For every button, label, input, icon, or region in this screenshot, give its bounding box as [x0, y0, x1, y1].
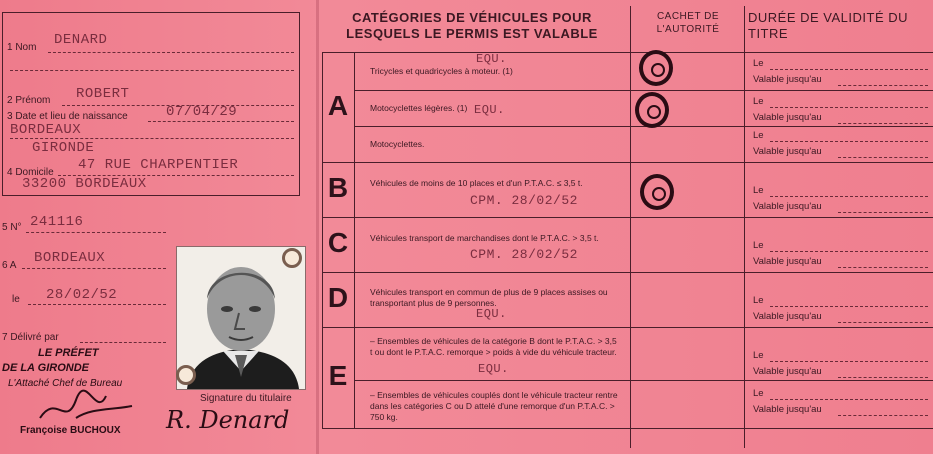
category-c-stamp: CPM. 28/02/52 [470, 247, 578, 262]
prenom-value: ROBERT [76, 86, 130, 102]
domicile-rue: 47 RUE CHARPENTIER [78, 157, 239, 173]
dotted-line [770, 361, 928, 362]
row-divider [354, 90, 933, 91]
validity-until-label: Valable jusqu'au [753, 74, 822, 85]
dotted-line [48, 52, 294, 53]
dotted-line [10, 138, 294, 139]
dotted-line [838, 212, 928, 213]
letter-column-divider [354, 52, 355, 428]
authority-stamp-b [640, 174, 674, 210]
validity-from-label: Le [753, 350, 764, 361]
prefect-title: LE PRÉFET [38, 347, 99, 359]
dotted-line [770, 107, 928, 108]
dotted-line [770, 196, 928, 197]
delivre-label: 7 Délivré par [2, 332, 59, 343]
dotted-line [838, 377, 928, 378]
domicile-ville: 33200 BORDEAUX [22, 176, 147, 192]
dotted-line [838, 157, 928, 158]
dotted-line [26, 232, 166, 233]
validity-until-label: Valable jusqu'au [753, 201, 822, 212]
table-bottom-border [322, 428, 933, 429]
authority-stamp-a2 [635, 92, 669, 128]
validity-from-label: Le [753, 295, 764, 306]
category-a2-text: Motocyclettes légères. (1) [370, 103, 468, 113]
prefect-officer: L'Attaché Chef de Bureau [8, 378, 123, 389]
category-a1-stamp: EQU. [476, 52, 507, 66]
eyelet-bottom [176, 365, 196, 385]
dotted-line [28, 304, 166, 305]
duree-header: DURÉE DE VALIDITÉ DU TITRE [748, 10, 909, 41]
validity-from-label: Le [753, 130, 764, 141]
validity-until-label: Valable jusqu'au [753, 256, 822, 267]
dotted-line [770, 141, 928, 142]
dotted-line [838, 415, 928, 416]
validity-until-label: Valable jusqu'au [753, 366, 822, 377]
category-e2-text: – Ensembles de véhicules couplés dont le véhicule tracteur rentre dans les catégories C ou D attelé d'une remorque d'un P.T.A.C. > 750 kg. [370, 390, 618, 422]
column-divider [630, 6, 631, 448]
lieu-label: 6 A [2, 260, 17, 271]
authority-stamp-a1 [639, 50, 673, 86]
dotted-line [770, 251, 928, 252]
eyelet-top [282, 248, 302, 268]
dotted-line [80, 342, 166, 343]
signature-label: Signature du titulaire [200, 393, 292, 404]
date-value: 28/02/52 [46, 287, 118, 303]
category-letter-a: A [327, 90, 349, 121]
dotted-line [770, 69, 928, 70]
naissance-dept: GIRONDE [32, 140, 95, 156]
dotted-line [838, 267, 928, 268]
nom-value: DENARD [54, 32, 108, 48]
dotted-line [838, 85, 928, 86]
validity-until-label: Valable jusqu'au [753, 311, 822, 322]
row-divider [322, 272, 933, 273]
validity-from-label: Le [753, 185, 764, 196]
category-letter-e: E [328, 360, 348, 391]
fold-line [316, 0, 319, 454]
dotted-line [838, 123, 928, 124]
validity-from-label: Le [753, 58, 764, 69]
category-b-stamp: CPM. 28/02/52 [470, 193, 578, 208]
dotted-line [838, 322, 928, 323]
prefect-signature-scribble [36, 388, 136, 428]
dotted-line [770, 306, 928, 307]
category-e1-text: – Ensembles de véhicules de la catégorie B dont le P.T.A.C. > 3,5 t ou dont le P.T.A.C. remorque > poids à vide du véhicule tracteur. [370, 336, 617, 357]
category-a1-text: Tricycles et quadricycles à moteur. (1) [370, 66, 513, 76]
validity-until-label: Valable jusqu'au [753, 146, 822, 157]
naissance-date: 07/04/29 [166, 104, 238, 120]
categories-header: CATÉGORIES DE VÉHICULES POUR LESQUELS LE PERMIS EST VALABLE [346, 10, 598, 41]
category-a3-text: Motocyclettes. [370, 139, 425, 149]
category-d-stamp: EQU. [476, 307, 507, 321]
cachet-header: CACHET DE L'AUTORITÉ [656, 11, 720, 35]
prefect-name: Françoise BUCHOUX [20, 425, 121, 436]
category-letter-d: D [327, 282, 349, 313]
table-top-border [322, 52, 933, 53]
nom-label: 1 Nom [7, 42, 37, 53]
row-divider [322, 217, 933, 218]
category-letter-c: C [327, 227, 349, 258]
row-divider [354, 380, 933, 381]
validity-until-label: Valable jusqu'au [753, 112, 822, 123]
category-c-text: Véhicules transport de marchandises dont le P.T.A.C. > 3,5 t. [370, 233, 599, 243]
validity-from-label: Le [753, 240, 764, 251]
validity-until-label: Valable jusqu'au [753, 404, 822, 415]
date-label: le [12, 294, 20, 305]
prenom-label: 2 Prénom [7, 95, 51, 106]
lieu-value: BORDEAUX [34, 250, 106, 266]
category-a2-stamp: EQU. [474, 103, 505, 117]
holder-photo [176, 246, 306, 390]
domicile-label: 4 Domicile [7, 167, 54, 178]
validity-from-label: Le [753, 388, 764, 399]
prefect-department: DE LA GIRONDE [2, 362, 89, 374]
validity-from-label: Le [753, 96, 764, 107]
dotted-line [770, 399, 928, 400]
row-divider [322, 162, 933, 163]
naissance-label: 3 Date et lieu de naissance [7, 111, 128, 122]
holder-signature: R. Denard [166, 406, 290, 434]
column-divider [744, 6, 745, 448]
category-e1-stamp: EQU. [478, 362, 509, 376]
category-b-text: Véhicules de moins de 10 places et d'un P.T.A.C. ≤ 3,5 t. [370, 178, 583, 188]
naissance-lieu: BORDEAUX [10, 122, 82, 138]
category-letter-b: B [327, 172, 349, 203]
numero-value: 241116 [30, 214, 84, 230]
dotted-line [22, 268, 166, 269]
dotted-line [10, 70, 294, 71]
dotted-line [148, 121, 294, 122]
row-divider [322, 327, 933, 328]
category-d-text: Véhicules transport en commun de plus de 9 places assises ou transportant plus de 9 personnes. [370, 287, 608, 308]
numero-label: 5 N° [2, 222, 22, 233]
